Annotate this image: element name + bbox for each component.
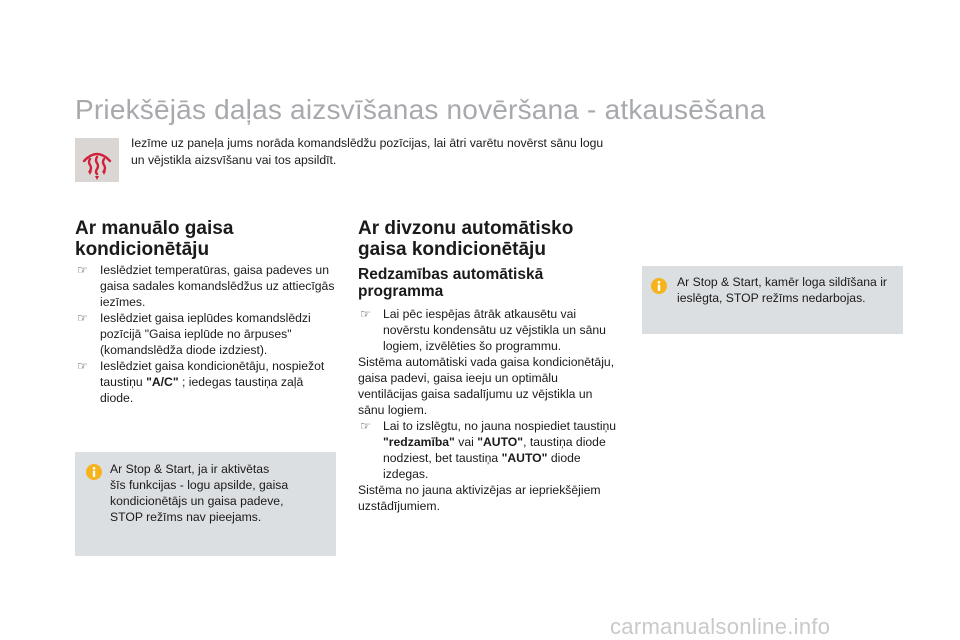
visibility-button-label: "redzamība" bbox=[383, 435, 455, 449]
rear-defrost-icon bbox=[75, 138, 119, 182]
text-line: Ar Stop & Start, ja ir aktivētas bbox=[110, 462, 270, 476]
watermark: carmanualsonline.info bbox=[610, 614, 831, 639]
text-line: iezīmes. bbox=[100, 295, 146, 309]
list-item bbox=[75, 310, 345, 358]
text-line: izdegas. bbox=[383, 467, 429, 481]
heading-line: programma bbox=[358, 283, 444, 300]
text-line: gaisa padevi, gaisa ieeju un optimālu bbox=[358, 371, 558, 385]
info-icon bbox=[651, 278, 667, 294]
heading-line: gaisa kondicionētāju bbox=[358, 239, 546, 260]
text-line: kondicionētājs un gaisa padeve, bbox=[110, 494, 284, 508]
heading-line: Ar manuālo gaisa bbox=[75, 218, 234, 239]
text-line: Ieslēdziet gaisa ieplūdes komandslēdzi bbox=[100, 311, 311, 325]
auto-button-label: "AUTO" bbox=[501, 451, 548, 465]
text-span: ; iedegas taustiņa zaļā bbox=[178, 375, 304, 389]
text-span: taustiņu bbox=[100, 375, 147, 389]
info-icon bbox=[86, 464, 102, 480]
ac-button-label: "A/C" bbox=[146, 375, 179, 389]
auto-button-label: "AUTO" bbox=[477, 435, 524, 449]
text-line: sānu logiem. bbox=[358, 403, 428, 417]
text-line: Ieslēdziet temperatūras, gaisa padeves un bbox=[100, 263, 329, 277]
text-line: pozīcijā "Gaisa ieplūde no ārpuses" bbox=[100, 327, 292, 341]
text-line: Ieslēdziet gaisa kondicionētāju, nospiežot bbox=[100, 359, 325, 373]
text-line: uzstādījumiem. bbox=[358, 499, 440, 513]
text-line: (komandslēdža diode izdziest). bbox=[100, 343, 268, 357]
heading-line: Ar divzonu automātisko bbox=[358, 218, 574, 239]
text-line bbox=[100, 374, 345, 390]
intro-line: un vējstikla aizsvīšanu vai tos apsildīt. bbox=[131, 153, 337, 167]
stop-start-defrost-info-box bbox=[642, 266, 903, 334]
heading-line: kondicionētāju bbox=[75, 239, 210, 260]
arrow-icon: ☞ bbox=[360, 419, 371, 433]
arrow-icon: ☞ bbox=[77, 263, 88, 277]
stop-start-info-box bbox=[75, 452, 336, 556]
text-line: Ar Stop & Start, kamēr loga sildīšana ir bbox=[677, 275, 887, 289]
auto-ac-steps bbox=[358, 306, 628, 514]
paragraph bbox=[358, 482, 628, 514]
text-span: , taustiņa diode bbox=[523, 435, 606, 449]
manual-ac-steps bbox=[75, 262, 345, 406]
text-line: ieslēgta, STOP režīms nedarbojas. bbox=[677, 291, 866, 305]
list-item bbox=[75, 262, 345, 310]
arrow-icon: ☞ bbox=[77, 359, 88, 373]
visibility-program-heading bbox=[358, 266, 543, 300]
text-line: Sistēma no jauna aktivizējas ar iepriekšējiem bbox=[358, 483, 601, 497]
text-line: Lai pēc iespējas ātrāk atkausētu vai bbox=[383, 307, 577, 321]
text-line: gaisa sadales komandslēdžus uz attiecīgās bbox=[100, 279, 335, 293]
text-line: logiem, izvēlēties šo programmu. bbox=[383, 339, 562, 353]
intro-text bbox=[131, 135, 631, 169]
page-title: Priekšējās daļas aizsvīšanas novēršana - atkausēšana bbox=[75, 94, 766, 125]
text-line: Lai to izslēgtu, no jauna nospiediet taustiņu bbox=[383, 419, 617, 433]
manual-ac-heading bbox=[75, 218, 233, 260]
heading-line: Redzamības automātiskā bbox=[358, 266, 544, 283]
text-line: Sistēma automātiski vada gaisa kondicionētāju, bbox=[358, 355, 615, 369]
text-span: diode bbox=[547, 451, 581, 465]
list-item bbox=[358, 418, 628, 482]
info-text bbox=[110, 461, 330, 525]
arrow-icon: ☞ bbox=[360, 307, 371, 321]
list-item bbox=[75, 358, 345, 406]
text-line bbox=[383, 450, 628, 466]
info-text bbox=[677, 274, 899, 306]
text-line: STOP režīms nav pieejams. bbox=[110, 510, 262, 524]
text-span: nodziest, bet taustiņa bbox=[383, 451, 502, 465]
auto-ac-heading bbox=[358, 218, 573, 260]
arrow-icon: ☞ bbox=[77, 311, 88, 325]
text-line: diode. bbox=[100, 391, 134, 405]
text-line: novērstu kondensātu uz vējstikla un sānu bbox=[383, 323, 606, 337]
text-span: vai bbox=[454, 435, 478, 449]
text-line: ventilācijas gaisa sadalījumu uz vējstikla un bbox=[358, 387, 593, 401]
list-item bbox=[358, 306, 628, 354]
paragraph bbox=[358, 354, 628, 418]
intro-line: Iezīme uz paneļa jums norāda komandslēdžu pozīcijas, lai ātri varētu novērst sānu logu bbox=[131, 136, 604, 150]
text-line bbox=[383, 434, 628, 450]
text-line: šīs funkcijas - logu apsilde, gaisa bbox=[110, 478, 289, 492]
